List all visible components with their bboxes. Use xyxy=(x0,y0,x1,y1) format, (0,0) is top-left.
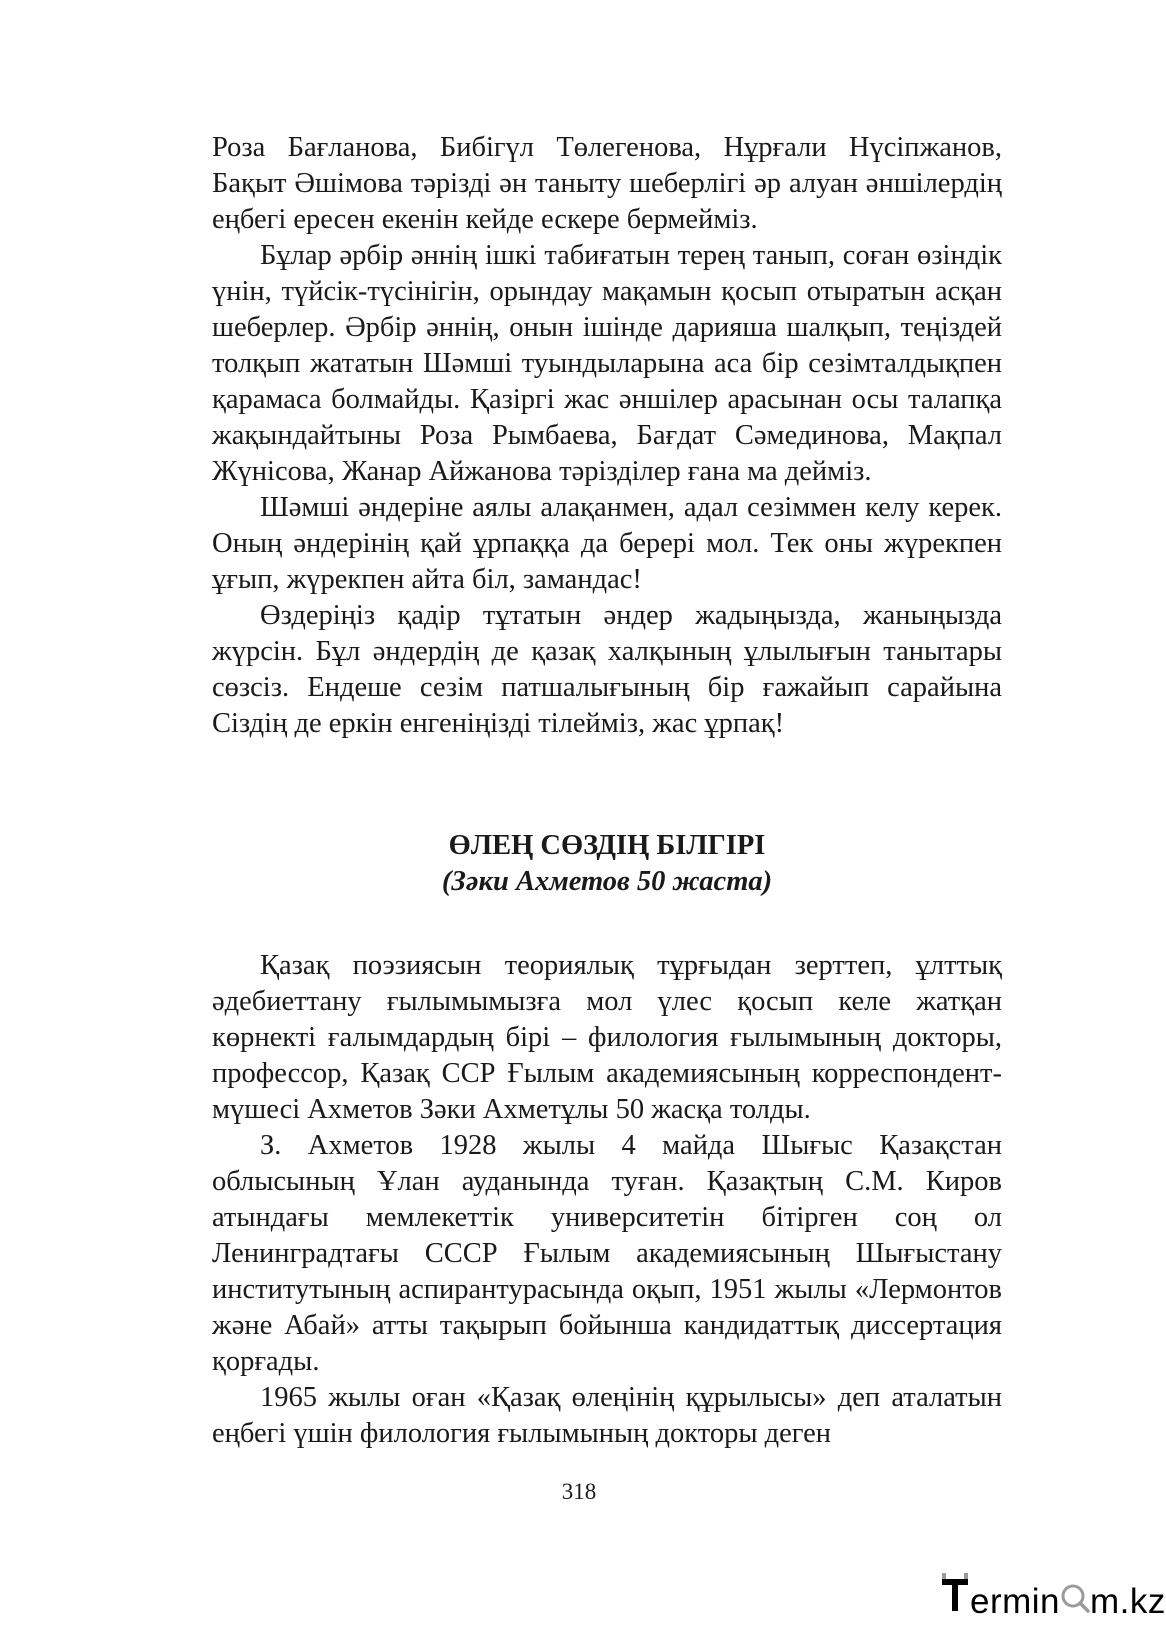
search-icon xyxy=(1060,1579,1090,1622)
section-body xyxy=(212,948,1002,1452)
section-subtitle: (Зәки Ахметов 50 жаста) xyxy=(441,866,773,897)
page-number: 318 xyxy=(561,1479,597,1504)
watermark-text-end: m.kz xyxy=(1090,1582,1166,1621)
paragraph-4: Өздеріңіз қадір тұтатын әндер жадыңызда, жаныңызда жүрсін. Бұл әндердің де қазақ халқының ұлылығын танытары сөзсіз. Ендеше сезім патшалығының бір ғажайып сарайына Сіздің де еркін енгеніңізді тілейміз, жас ұрпақ! xyxy=(212,600,1002,739)
t-logo-icon xyxy=(940,1573,970,1622)
paragraph-1: Роза Бағланова, Бибігүл Төлегенова, Нұрғали Нүсіпжанов, Бақыт Әшімова тәрізді ән таныту шеберлігі әр алуан әншілердің еңбегі ересен екенін кейде ескере бермейміз. xyxy=(212,132,1002,235)
section-paragraph-1: Қазақ поэзиясын теориялық тұрғыдан зерттеп, ұлттық әдебиеттану ғылымымызға мол үлес қосып келе жатқан көрнекті ғалымдардың бірі – филология ғылымының докторы, профессор, Қазақ ССР Ғылым академиясының корреспондент-мүшесі Ахметов Зәки Ахметұлы 50 жасқа толды. xyxy=(212,950,1002,1125)
section-paragraph-2: З. Ахметов 1928 жылы 4 майда Шығыс Қазақстан облысының Ұлан ауданында туған. Қазақтың С.М. Киров атындағы мемлекеттік университетін бітірген соң ол Ленинградтағы СССР Ғылым академиясының Шығыстану институтының аспирантурасында оқып, 1951 жылы «Лермонтов және Абай» атты тақырып бойынша кандидаттық диссертация қорғады. xyxy=(212,1130,1002,1377)
section-title: ӨЛЕҢ СӨЗДІҢ БІЛГІРІ xyxy=(448,830,766,861)
paragraph-2: Бұлар әрбір әннің ішкі табиғатын терең танып, соған өзіндік үнін, түйсік-түсінігін, орындау мақамын қосып отыратын асқан шеберлер. Әрбір әннің, онын ішінде дарияша шалқып, теңіздей толқып жататын Шәмші туындыларына аса бір сезімталдықпен қарамаса болмайды. Қазіргі жас әншілер арасынан осы талапқа жақындайтыны Роза Рымбаева, Бағдат Сәмединова, Мақпал Жүнісова, Жанар Айжанова тәрізділер ғана ма дейміз. xyxy=(212,240,1002,487)
page-content xyxy=(212,130,1002,1452)
section-paragraph-3: 1965 жылы оған «Қазақ өлеңінің құрылысы» деп аталатын еңбегі үшін филология ғылымының докторы деген xyxy=(212,1382,1002,1449)
section-heading xyxy=(212,828,1002,900)
paragraph-3: Шәмші әндеріне аялы алақанмен, адал сезіммен келу керек. Оның әндерінің қай ұрпаққа да берері мол. Тек оны жүрекпен ұғып, жүрекпен айта біл, замандас! xyxy=(212,492,1002,595)
watermark-text-start: ermin xyxy=(970,1582,1061,1621)
watermark-logo xyxy=(940,1576,1166,1622)
